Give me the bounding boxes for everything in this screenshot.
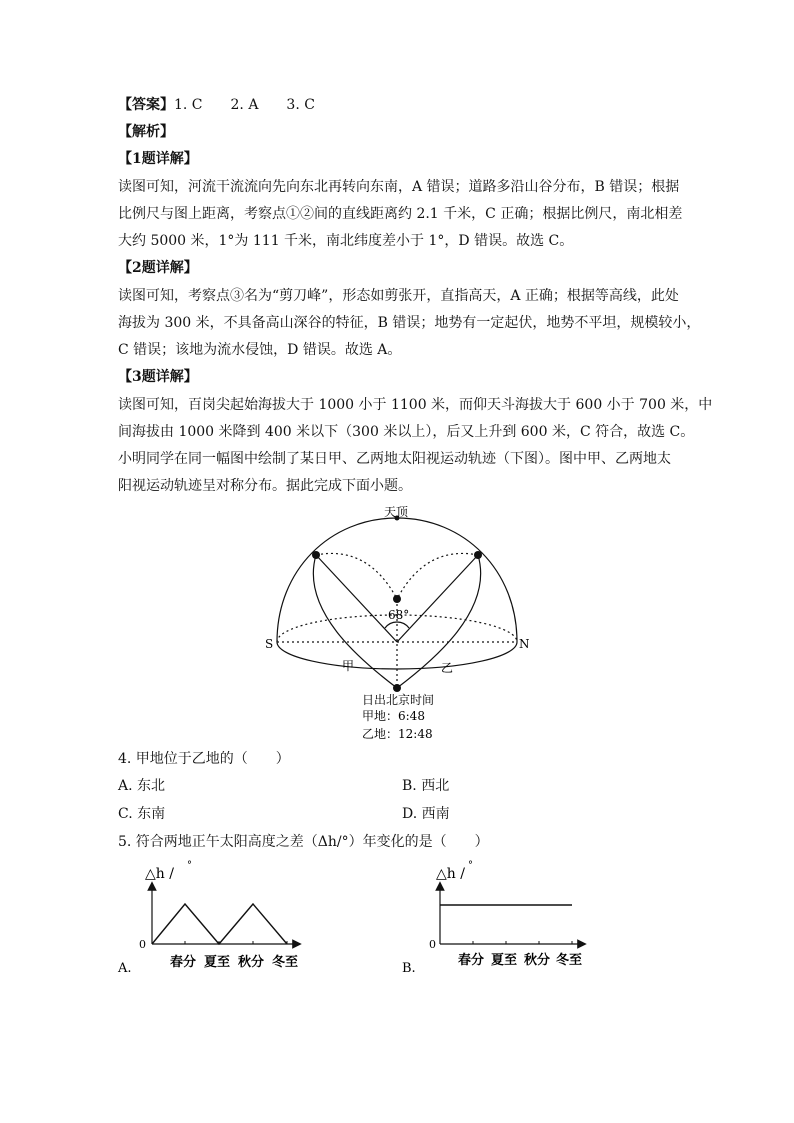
graph-a	[112, 858, 312, 978]
graph-b-tick-label: 秋分	[524, 953, 551, 968]
q4-option-b: B. 西北	[402, 778, 450, 794]
yi-arc-dotted	[397, 553, 478, 599]
graph-a-series	[152, 904, 287, 944]
jia-arc-dotted	[316, 553, 397, 599]
q2-line: 海拔为 300 米，不具备高山深谷的特征，B 错误；地势有一定起伏，地势不平坦，规模较小，	[118, 315, 701, 331]
yi-ray	[397, 555, 478, 642]
caption-title: 日出北京时间	[362, 693, 435, 707]
graph-b-ylabel: △h /	[436, 866, 465, 882]
graph-a-zero: 0	[139, 938, 146, 951]
caption-jia: 甲地：6:48	[362, 709, 425, 723]
jia-noon-dot	[312, 551, 320, 559]
zenith-label: 天顶	[384, 505, 409, 519]
celestial-dome	[277, 518, 517, 642]
jia-ray	[316, 555, 397, 642]
q3-line: 间海拔由 1000 米降到 400 米以下（300 米以上），后又上升到 600 米，C 符合，故选 C。	[118, 424, 695, 440]
intro-line: 小明同学在同一幅图中绘制了某日甲、乙两地太阳视运动轨迹（下图）。图中甲、乙两地太	[118, 451, 671, 467]
graph-a-ylabel: △h /	[145, 866, 174, 882]
graph-a-tick-label: 春分	[170, 955, 197, 970]
peak-dot	[393, 595, 401, 603]
sun-path-diagram	[0, 500, 794, 750]
q1-heading: 【1题详解】	[118, 151, 198, 167]
answer-label: 【答案】	[118, 97, 174, 113]
q4-option-d: D. 西南	[402, 806, 450, 822]
q4-option-c: C. 东南	[118, 806, 166, 822]
q2-line: C 错误；该地为流水侵蚀，D 错误。故选 A。	[118, 342, 402, 358]
graph-a-tick-label: 秋分	[238, 955, 265, 970]
q3-heading: 【3题详解】	[118, 369, 198, 385]
q1-line: 比例尺与图上距离，考察点①②间的直线距离约 2.1 千米，C 正确；根据比例尺，南北相差	[118, 206, 683, 222]
q4-stem: 4. 甲地位于乙地的（ ）	[118, 751, 290, 767]
graph-b-option-label: B.	[402, 961, 416, 976]
graph-a-tick-label: 冬至	[272, 955, 299, 970]
q3-line: 读图可知，百岗尖起始海拔大于 1000 小于 1100 米，而仰天斗海拔大于 600 小于 700 米，中	[118, 397, 713, 413]
graph-a-option-label: A.	[118, 961, 132, 976]
q1-line: 大约 5000 米，1°为 111 千米，南北纬度差小于 1°，D 错误。故选 C。	[118, 233, 574, 249]
q1-line: 读图可知，河流干流流向先向东北再转向东南，A 错误；道路多沿山谷分布，B 错误；根据	[118, 179, 680, 195]
graph-a-degree: °	[187, 860, 192, 871]
yi-noon-dot	[474, 551, 482, 559]
angle-label: 68°	[388, 608, 410, 622]
yi-label: 乙	[441, 661, 454, 675]
yi-sun-path	[397, 555, 481, 688]
q4-option-a: A. 东北	[118, 778, 166, 794]
sunrise-dot	[393, 684, 401, 692]
caption-yi: 乙地：12:48	[362, 727, 433, 741]
analysis-label: 【解析】	[118, 124, 174, 140]
answer-line	[118, 95, 315, 115]
q2-heading: 【2题详解】	[118, 260, 198, 276]
graph-b-tick-label: 春分	[458, 953, 485, 968]
graph-b-zero: 0	[429, 938, 436, 951]
graph-b-tick-label: 夏至	[491, 953, 518, 968]
north-label: N	[519, 637, 530, 651]
intro-line: 阳视运动轨迹呈对称分布。据此完成下面小题。	[118, 478, 412, 494]
graph-a-tick-label: 夏至	[204, 955, 231, 970]
jia-sun-path	[313, 555, 397, 688]
answer-values: 1. C 2. A 3. C	[174, 97, 315, 113]
jia-label: 甲	[342, 659, 355, 673]
graph-b-tick-label: 冬至	[556, 953, 583, 968]
q2-line: 读图可知，考察点③名为“剪刀峰”，形态如剪张开，直指高天，A 正确；根据等高线，此处	[118, 288, 679, 304]
q5-stem: 5. 符合两地正午太阳高度之差（Δh/°）年变化的是（ ）	[118, 834, 489, 850]
south-label: S	[265, 637, 274, 651]
graph-b	[396, 858, 596, 978]
graph-b-degree: °	[468, 860, 473, 871]
